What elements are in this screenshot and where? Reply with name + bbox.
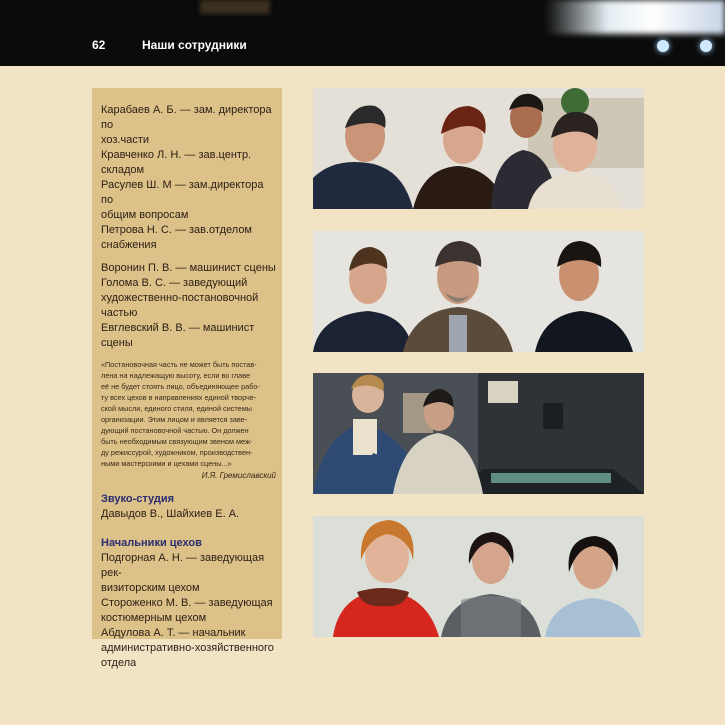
photo-workshop-chiefs [313, 516, 644, 637]
chiefs-heading: Начальники цехов [101, 537, 202, 549]
stage-lamp [657, 40, 669, 52]
quote-author: И.Я. Гремиславский [201, 471, 276, 480]
sound-studio-heading: Звуко-студия [101, 493, 175, 505]
staff-line: хоз.части [101, 134, 150, 146]
stage-lamp [700, 40, 712, 52]
staff-group-stage [101, 261, 276, 351]
photo-sound-studio [313, 373, 644, 494]
staff-line: Голома В. С. — заведующий [101, 277, 248, 289]
staff-line: складом [101, 164, 145, 176]
page-title: Наши сотрудники [142, 38, 247, 52]
staff-line: административно-хозяйственного [101, 642, 274, 654]
header-bar [0, 0, 725, 66]
staff-group-management [101, 103, 276, 253]
staff-line: Расулев Ш. М — зам.директора по [101, 179, 264, 206]
staff-line: частью [101, 307, 138, 319]
staff-line: Воронин П. В. — машинист сцены [101, 262, 276, 274]
staff-line: отдела [101, 657, 137, 669]
staff-line: Стороженко М. В. — заведующая [101, 597, 273, 609]
staff-line: Подгорная А. Н. — заведующая рек- [101, 552, 265, 579]
staff-line: художественно-постановочной [101, 292, 259, 304]
photo-management-group [313, 88, 644, 209]
sound-studio-staff: Давыдов В., Шайхиев Е. А. [101, 508, 240, 520]
page-number: 62 [92, 38, 106, 52]
staff-line: снабжения [101, 239, 157, 251]
staff-line: Карабаев А. Б. — зам. директора по [101, 104, 272, 131]
staff-line: Петрова Н. С. — зав.отделом [101, 224, 252, 236]
photo-stage-crew [313, 231, 644, 352]
staff-line: общим вопросам [101, 209, 189, 221]
stage-light-glow [545, 0, 725, 34]
staff-line: костюмерным цехом [101, 612, 207, 624]
staff-line: Евглевский В. В. — машинист сцены [101, 322, 255, 349]
staff-line: визиторским цехом [101, 582, 200, 594]
staff-line: Кравченко Л. Н. — зав.центр. [101, 149, 252, 161]
staff-line: Абдулова А. Т. — начальник [101, 627, 246, 639]
stage-light-small [200, 0, 270, 14]
staff-list-panel [92, 88, 282, 669]
staff-group-chiefs [101, 551, 276, 671]
quote-text: «Постановочная часть не может быть постав- лена на надлежащую высоту, если во главе её не будет стоять лицо, объединяющее рабо- ту всех цехов в направлениях единой творче- ской мысли, единого стиля, единой системы организации. Этим лицом и является заве- дующий постановочной частью. Он должен быть необходимым связующим звеном меж- ду режиссурой, художником, производствен- ными мастерскими и цехами сцены...» [101, 360, 260, 468]
